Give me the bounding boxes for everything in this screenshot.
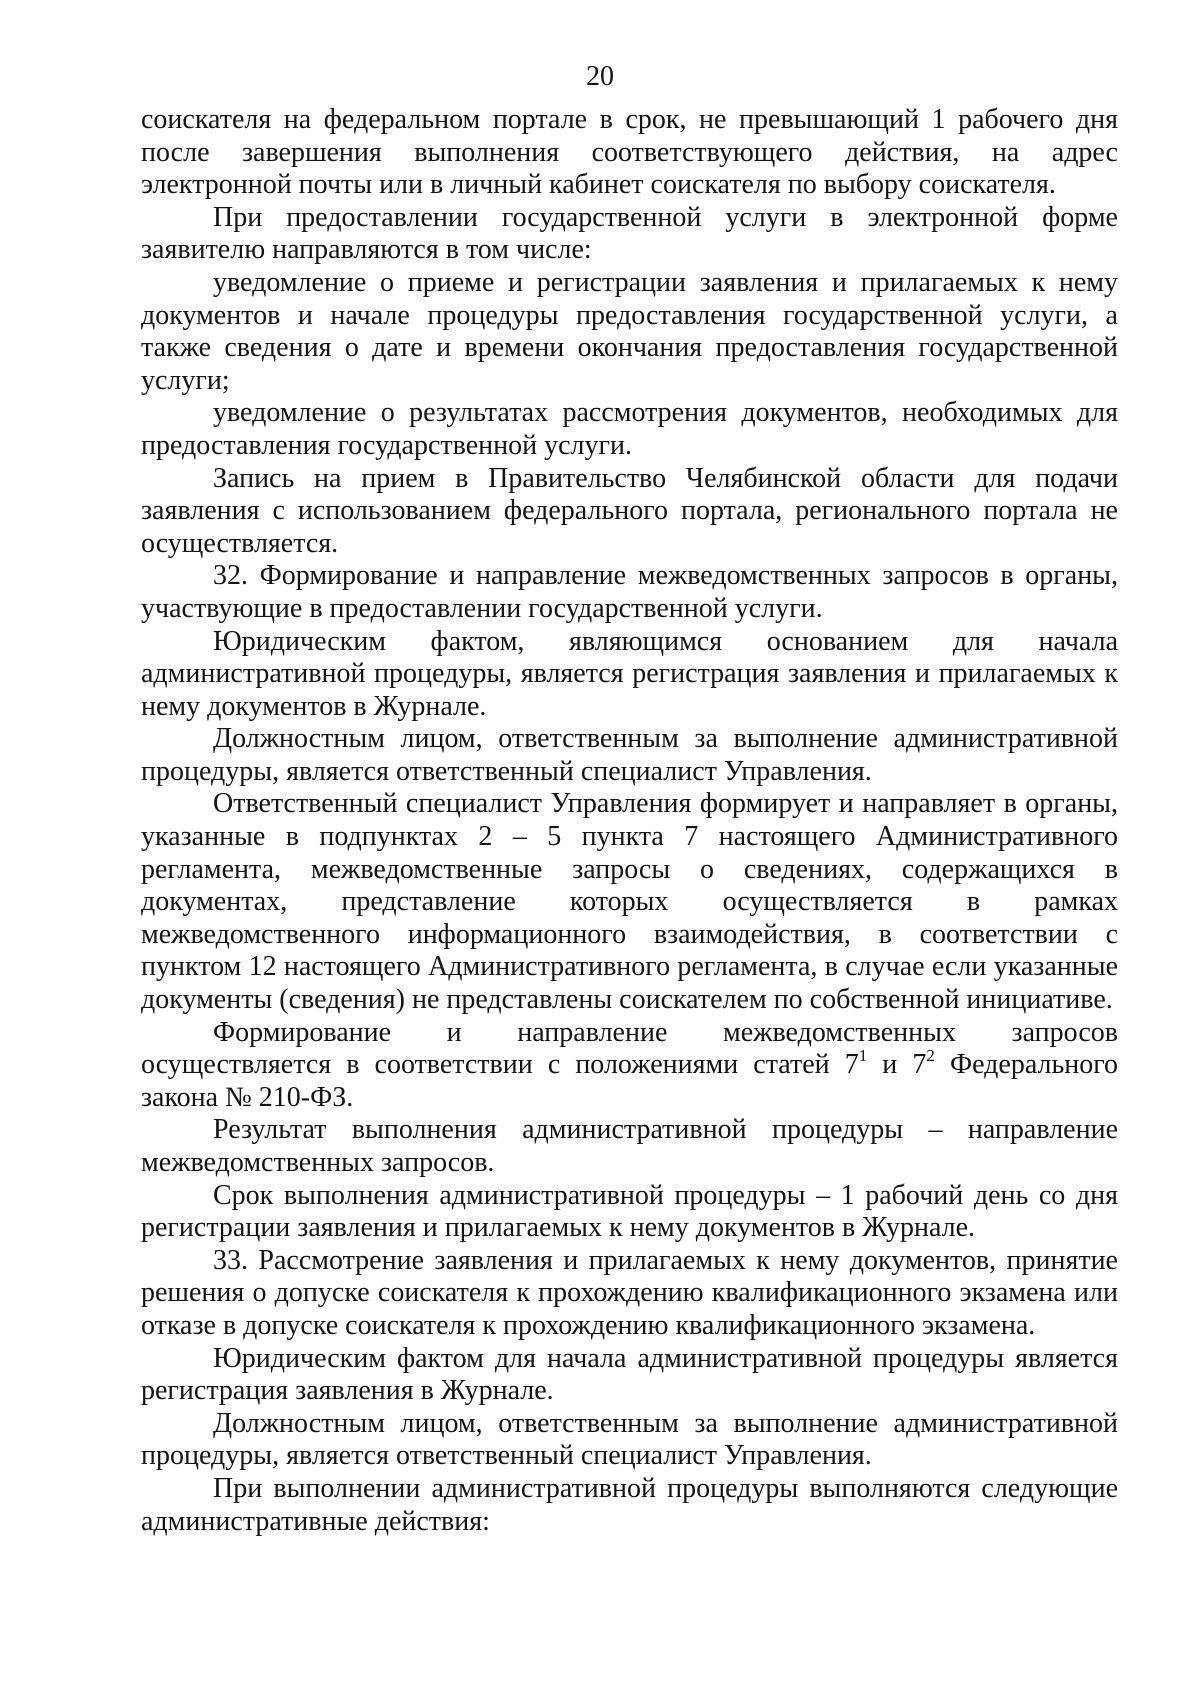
paragraph: Срок выполнения административной процедуры – 1 рабочий день со дня регистрации заявления и прилагаемых к нему документов в Журнале. <box>141 1179 1118 1244</box>
document-body <box>141 104 1118 1538</box>
text-run: и 7 <box>867 1049 927 1081</box>
text-run: Формирование и направление межведомственных запросов осуществляется в соответствии с положениями статей 7 <box>141 1016 1118 1081</box>
paragraph: Должностным лицом, ответственным за выполнение административной процедуры, является ответственный специалист Управления. <box>141 1407 1118 1472</box>
paragraph: уведомление о результатах рассмотрения документов, необходимых для предоставления государственной услуги. <box>141 397 1118 461</box>
paragraph: Запись на прием в Правительство Челябинской области для подачи заявления с использованием федерального портала, регионального портала не осуществляется. <box>141 462 1118 559</box>
page-number: 20 <box>586 61 614 92</box>
paragraph: При предоставлении государственной услуги в электронной форме заявителю направляются в том числе: <box>141 201 1118 266</box>
paragraph: 33. Рассмотрение заявления и прилагаемых к нему документов, принятие решения о допуске соискателя к прохождению квалификационного экзамена или отказе в допуске соискателя к прохождению квалификационного экзамена. <box>141 1244 1118 1341</box>
paragraph: 32. Формирование и направление межведомственных запросов в органы, участвующие в предоставлении государственной услуги. <box>141 560 1118 624</box>
paragraph: При выполнении административной процедуры выполняются следующие административные действия: <box>141 1472 1118 1537</box>
paragraph: уведомление о приеме и регистрации заявления и прилагаемых к нему документов и начале процедуры предоставления государственной услуги, а также сведения о дате и времени окончания предоставления государственной услуги; <box>141 266 1118 396</box>
paragraph: Должностным лицом, ответственным за выполнение административной процедуры, является ответственный специалист Управления. <box>141 723 1118 787</box>
paragraph: Юридическим фактом для начала административной процедуры является регистрация заявления в Журнале. <box>141 1342 1118 1407</box>
paragraph: Юридическим фактом, являющимся основанием для начала административной процедуры, является регистрация заявления и прилагаемых к нему документов в Журнале. <box>141 625 1118 722</box>
paragraph: Ответственный специалист Управления формирует и направляет в органы, указанные в подпунктах 2 – 5 пункта 7 настоящего Административного регламента, межведомственные запросы о сведениях, содержащихся в документах, представление которых осуществляется в рамках межведомственного информационного взаимодействия, в соответствии с пунктом 12 настоящего Административного регламента, в случае если указанные документы (сведения) не представлены соискателем по собственной инициативе. <box>141 788 1118 1016</box>
paragraph <box>141 1017 1118 1115</box>
text-run: Федерального закона № 210-ФЗ. <box>141 1049 1119 1113</box>
superscript: 1 <box>858 1045 868 1065</box>
paragraph: Результат выполнения административной процедуры – направление межведомственных запросов. <box>141 1114 1118 1178</box>
superscript: 2 <box>926 1045 935 1065</box>
paragraph: соискателя на федеральном портале в срок, не превышающий 1 рабочего дня после завершения выполнения соответствующего действия, на адрес электронной почты или в личный кабинет соискателя по выбору соискателя. <box>141 104 1118 201</box>
